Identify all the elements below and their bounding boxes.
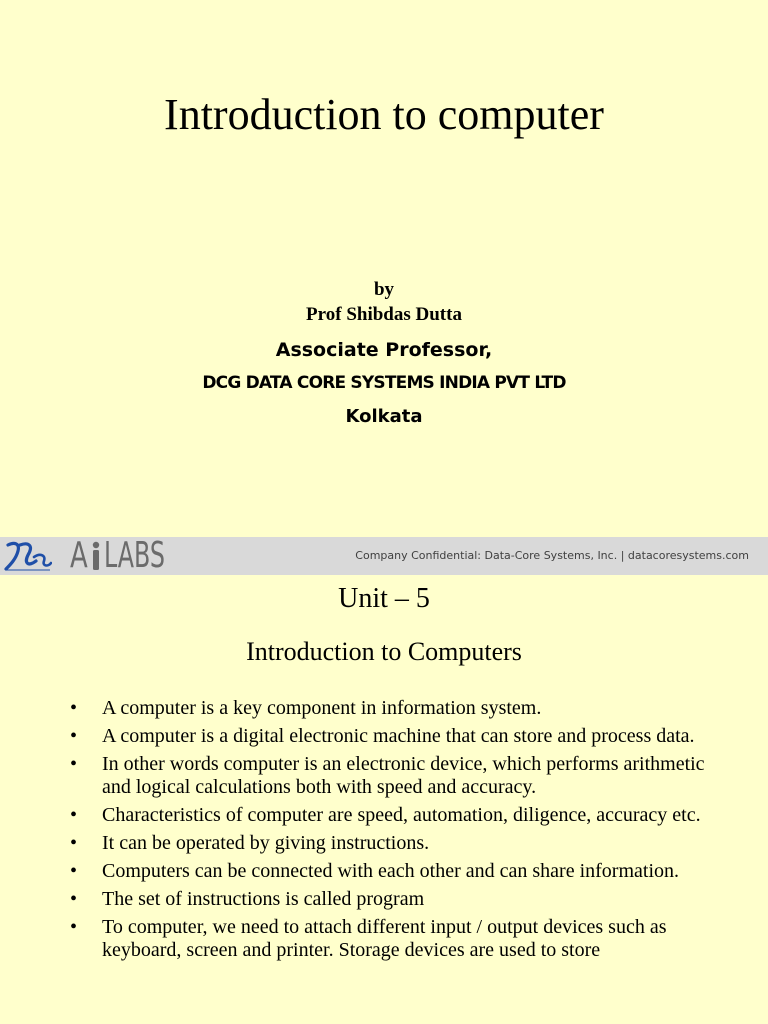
bullet-text: It can be operated by giving instructions. xyxy=(102,832,430,854)
bullet-icon: • xyxy=(70,697,78,719)
bullet-list xyxy=(0,697,768,967)
bullet-text: A computer is a key component in information system. xyxy=(102,697,542,719)
bullet-text: In other words computer is an electronic device, which performs arithmetic and logical calculations both with speed and accuracy. xyxy=(102,753,705,798)
bullet-icon: • xyxy=(70,725,78,747)
slide-title: Introduction to computer xyxy=(164,90,604,139)
bullet-icon: • xyxy=(70,832,78,854)
author-name: Prof Shibdas Dutta xyxy=(306,304,462,325)
footer-band xyxy=(0,537,768,575)
logo-letters-labs: LABS xyxy=(104,535,166,576)
byline-by: by xyxy=(373,279,395,300)
ai-labs-logo xyxy=(70,535,196,576)
section-title: Introduction to Computers xyxy=(246,637,522,666)
unit-title: Unit – 5 xyxy=(338,583,430,614)
list-item xyxy=(0,725,768,748)
bullet-icon: • xyxy=(70,916,78,938)
author-role: Associate Professor, xyxy=(275,339,493,361)
bullet-icon: • xyxy=(70,753,78,775)
bullet-icon: • xyxy=(70,804,78,826)
bullet-text: To computer, we need to attach different input / output devices such as keyboard, screen and printer. Storage devices are used to store xyxy=(102,916,667,961)
list-item xyxy=(0,916,768,962)
list-item xyxy=(0,860,768,883)
bullet-text: Characteristics of computer are speed, automation, diligence, accuracy etc. xyxy=(102,804,701,826)
city-name: Kolkata xyxy=(345,406,423,427)
person-icon xyxy=(90,539,102,573)
company-name: DCG DATA CORE SYSTEMS INDIA PVT LTD xyxy=(202,373,566,393)
list-item xyxy=(0,832,768,855)
bullet-text: The set of instructions is called program xyxy=(102,888,425,910)
bullet-text: A computer is a digital electronic machine that can store and process data. xyxy=(102,725,695,747)
datacore-logo-icon xyxy=(4,539,52,573)
footer-confidential-text: Company Confidential: Data-Core Systems, Inc. | datacoresystems.com xyxy=(355,549,749,562)
logo-letter-a: A xyxy=(70,535,88,576)
list-item xyxy=(0,888,768,911)
bullet-icon: • xyxy=(70,888,78,910)
list-item xyxy=(0,697,768,720)
list-item xyxy=(0,804,768,827)
bullet-text: Computers can be connected with each other and can share information. xyxy=(102,860,680,882)
bullet-icon: • xyxy=(70,860,78,882)
list-item xyxy=(0,753,768,799)
